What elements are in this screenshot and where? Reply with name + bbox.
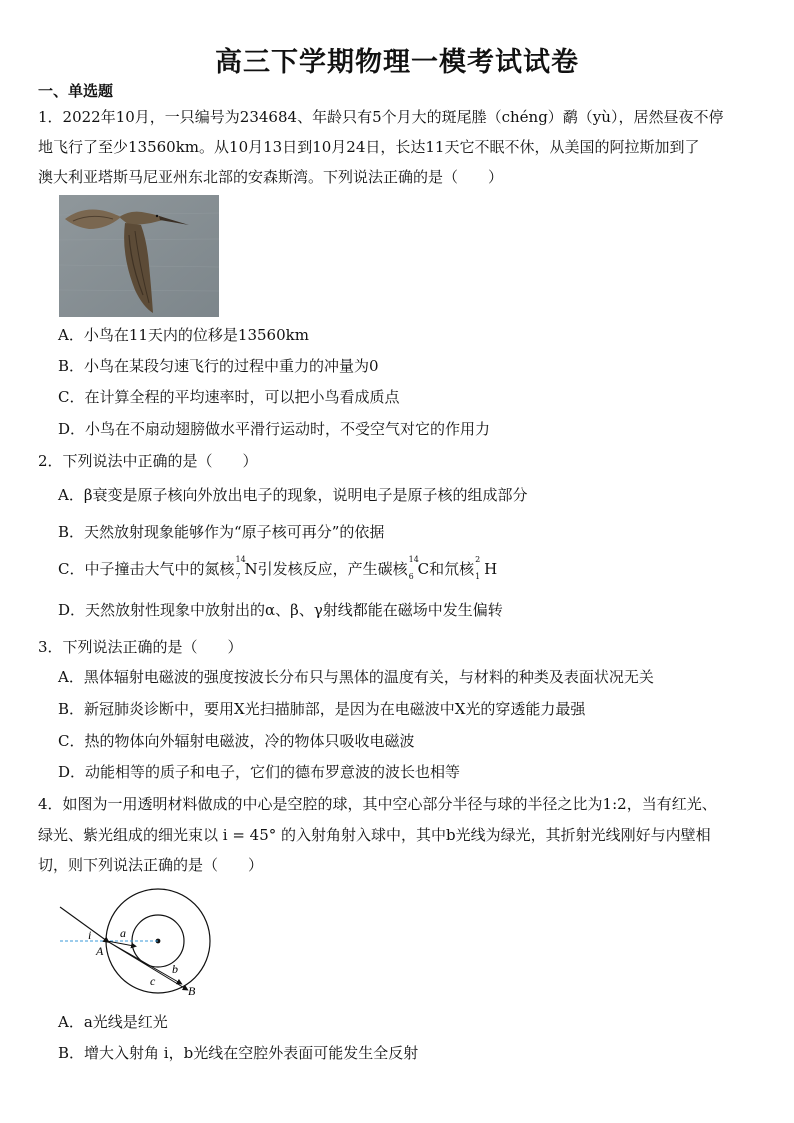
- q1-line2: 地飞行了至少13560km。从10月13日到10月24日，长达11天它不眠不休，从美国的阿拉斯加到了: [38, 138, 700, 156]
- q2-c-text-3: 和氘核: [429, 560, 475, 578]
- q1-option-d: D．小鸟在不扇动翅膀做水平滑行运动时，不受空气对它的作用力: [58, 420, 491, 438]
- label-c: c: [150, 974, 156, 988]
- label-B: B: [188, 984, 196, 998]
- q2-c-text-2: 引发核反应，产生碳核: [257, 560, 408, 578]
- q2-stem: 2．下列说法中正确的是（ ）: [38, 452, 258, 470]
- q4-line3: 切，则下列说法正确的是（ ）: [38, 856, 264, 874]
- nitrogen-nuclide: 14 7 N: [235, 555, 258, 581]
- q1-option-a: A．小鸟在11天内的位移是13560km: [58, 326, 309, 344]
- q4-option-a: A．a光线是红光: [58, 1013, 168, 1031]
- incident-ray: [60, 907, 107, 941]
- label-b: b: [172, 962, 178, 976]
- q1-option-b: B．小鸟在某段匀速飞行的过程中重力的冲量为0: [58, 357, 379, 375]
- label-a: a: [120, 926, 126, 940]
- q2-option-c: [58, 555, 758, 581]
- deuterium-nuclide: 2 1 H: [475, 555, 498, 581]
- q4-line1: 4．如图为一用透明材料做成的中心是空腔的球，其中空心部分半径与球的半径之比为1:2，当有红光、: [38, 795, 717, 813]
- q3-option-b: B．新冠肺炎诊断中，要用X光扫描肺部，是因为在电磁波中X光的穿透能力最强: [58, 700, 586, 718]
- q3-option-c: C．热的物体向外辐射电磁波，冷的物体只吸收电磁波: [58, 732, 415, 750]
- bird-photo: [59, 195, 219, 317]
- label-i: i: [88, 928, 92, 942]
- section-heading: 一、单选题: [38, 82, 114, 100]
- carbon-nuclide: 14 6 C: [408, 555, 430, 581]
- hollow-sphere-diagram: [58, 885, 218, 1000]
- q3-stem: 3．下列说法正确的是（ ）: [38, 638, 243, 656]
- q3-option-a: A．黑体辐射电磁波的强度按波长分布只与黑体的温度有关，与材料的种类及表面状况无关: [58, 668, 654, 686]
- label-A: A: [96, 944, 104, 958]
- q2-c-text-1: C．中子撞击大气中的氮核: [58, 560, 235, 578]
- q2-option-b: B．天然放射现象能够作为“原子核可再分”的依据: [58, 523, 385, 541]
- q2-option-d: D．天然放射性现象中放射出的α、β、γ射线都能在磁场中发生偏转: [58, 601, 503, 619]
- q3-option-d: D．动能相等的质子和电子，它们的德布罗意波的波长也相等: [58, 763, 461, 781]
- q4-option-b: B．增大入射角 i，b光线在空腔外表面可能发生全反射: [58, 1044, 419, 1062]
- page-title: 高三下学期物理一模考试试卷: [215, 47, 579, 78]
- q2-option-a: A．β衰变是原子核向外放出电子的现象，说明电子是原子核的组成部分: [58, 486, 528, 504]
- q4-line2: 绿光、紫光组成的细光束以 i = 45° 的入射角射入球中，其中b光线为绿光，其折射光线刚好与内壁相: [38, 826, 711, 844]
- q1-line3: 澳大利亚塔斯马尼亚州东北部的安森斯湾。下列说法正确的是（ ）: [38, 168, 504, 186]
- q1-line1: 1．2022年10月，一只编号为234684、年龄只有5个月大的斑尾塍（chéng）鹬（yù），居然昼夜不停: [38, 108, 724, 126]
- q1-option-c: C．在计算全程的平均速率时，可以把小鸟看成质点: [58, 388, 400, 406]
